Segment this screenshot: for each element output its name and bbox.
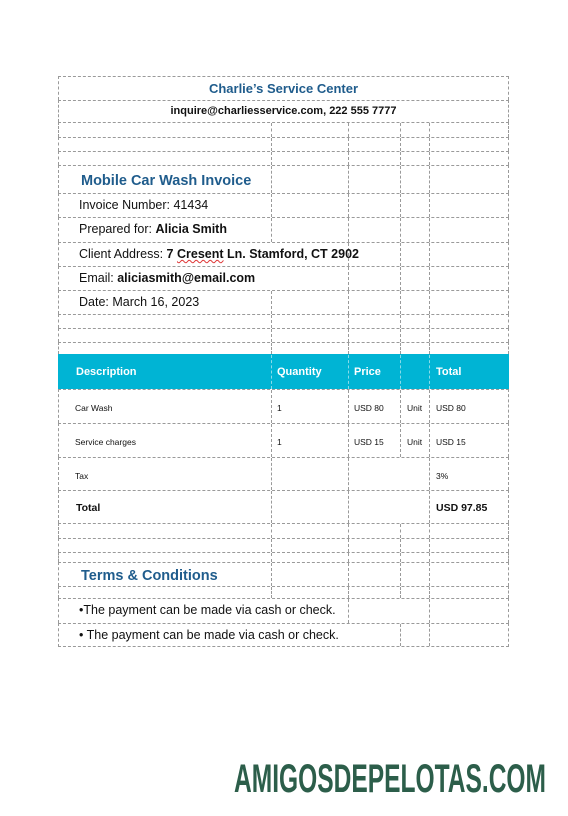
client-email: Email: aliciasmith@email.com <box>79 271 256 285</box>
terms-item: •The payment can be made via cash or check. <box>79 603 336 617</box>
invoice-date: Date: March 16, 2023 <box>79 295 200 309</box>
spacer-row <box>58 122 509 137</box>
table-row <box>58 389 509 423</box>
row-unit: Unit <box>407 403 423 413</box>
table-row <box>58 457 509 490</box>
row-quantity: 1 <box>277 437 282 447</box>
email-row <box>58 266 509 290</box>
table-header <box>58 354 509 389</box>
company-contact: inquire@charliesservice.com, 222 555 7777 <box>170 105 397 117</box>
spacer-row <box>58 314 509 328</box>
row-unit: Unit <box>407 437 423 447</box>
client-address-row <box>58 242 509 266</box>
terms-item: • The payment can be made via cash or check. <box>79 628 339 642</box>
header-quantity: Quantity <box>277 366 322 378</box>
total-label: Total <box>76 502 101 514</box>
spacer-row <box>58 523 509 538</box>
company-name: Charlie’s Service Center <box>208 81 359 96</box>
watermark-logo <box>232 750 548 800</box>
terms-title: Terms & Conditions <box>81 568 218 584</box>
spacer-row <box>58 538 509 552</box>
header-price: Price <box>354 366 381 378</box>
invoice-number-row <box>58 193 509 217</box>
row-total: USD 15 <box>436 437 466 447</box>
row-description: Car Wash <box>75 403 113 413</box>
spacer-row <box>58 552 509 562</box>
row-price: USD 80 <box>354 403 384 413</box>
company-row <box>58 76 509 100</box>
total-value: USD 97.85 <box>436 502 488 514</box>
spacer-row <box>58 328 509 342</box>
invoice-title-row <box>58 165 509 193</box>
spacer-row <box>58 151 509 165</box>
spacer-row <box>58 586 509 598</box>
spacer-row <box>58 342 509 354</box>
prepared-for-row <box>58 217 509 242</box>
invoice-title: Mobile Car Wash Invoice <box>81 173 252 189</box>
date-row <box>58 290 509 314</box>
row-total: 3% <box>436 471 449 481</box>
client-address: Client Address: 7 Cresent Ln. Stamford, CT 2902 <box>79 247 359 261</box>
terms-item-row <box>58 623 509 647</box>
invoice-number: Invoice Number: 41434 <box>79 198 209 212</box>
table-row <box>58 423 509 457</box>
prepared-for: Prepared for: Alicia Smith <box>79 222 227 236</box>
row-description: Tax <box>75 471 89 481</box>
row-quantity: 1 <box>277 403 282 413</box>
row-total: USD 80 <box>436 403 466 413</box>
terms-item-row <box>58 598 509 623</box>
invoice-sheet <box>58 76 509 647</box>
contact-row <box>58 100 509 122</box>
watermark-text: AMIGOSDEPELOTAS.COM <box>234 757 546 800</box>
header-description: Description <box>76 366 137 378</box>
header-total: Total <box>436 366 462 378</box>
terms-title-row <box>58 562 509 586</box>
row-description: Service charges <box>75 437 136 447</box>
row-price: USD 15 <box>354 437 384 447</box>
total-row <box>58 490 509 523</box>
spacer-row <box>58 137 509 151</box>
